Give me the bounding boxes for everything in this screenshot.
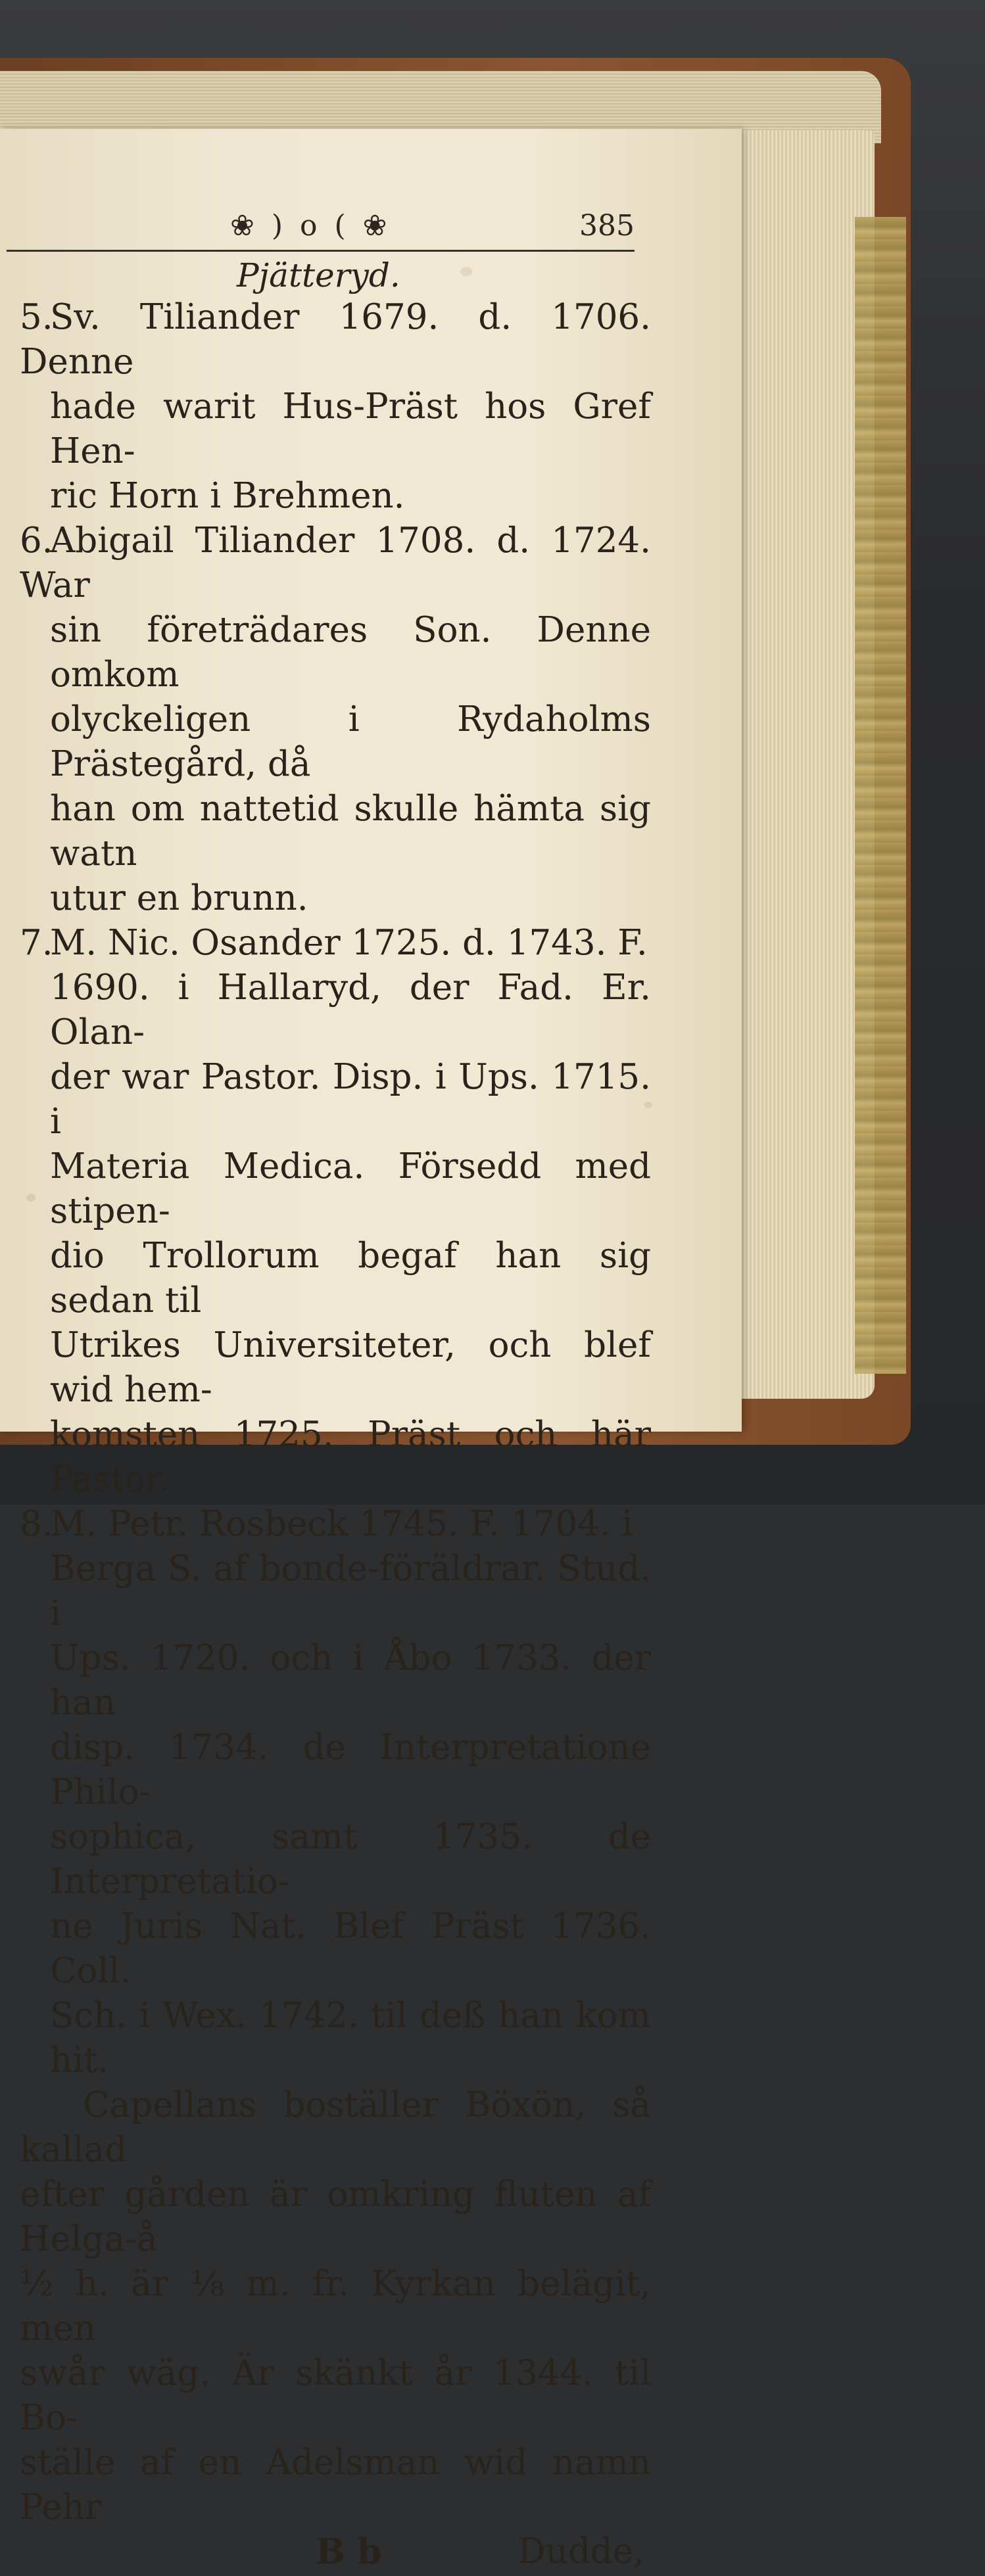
paragraph-line: ställe af en Adelsman wid namn Pehr (20, 2443, 651, 2527)
book-page (0, 129, 742, 2572)
page-text-block (20, 208, 651, 2576)
entry-number: 8. (20, 1504, 53, 1544)
entry-number: 6. (20, 521, 53, 561)
page-block-right-edge (735, 130, 875, 1399)
entry-line: Materia Medica. Försedd med stipen- (50, 1146, 651, 1231)
page-footer (20, 2531, 651, 2576)
entry-line: Sv. Tiliander 1679. d. 1706. Denne (20, 297, 651, 382)
entry-line: utur en brunn. (50, 878, 308, 918)
entry-line: komsten 1725. Präst och här Pastor. (50, 1415, 651, 1499)
entry-7 (20, 921, 651, 1502)
entry-line: Sch. i Wex. 1742. til deß han kom hit. (50, 1996, 651, 2080)
header-ornament: ❀ ) o ( ❀ (230, 209, 391, 243)
entry-line: olyckeligen i Rydaholms Prästegård, då (50, 699, 651, 784)
entry-line: Utrikes Universiteter, och blef wid hem- (50, 1325, 651, 1410)
entry-line: hade warit Hus-Präst hos Gref Hen- (50, 386, 651, 471)
entry-line: ric Horn i Brehmen. (50, 476, 405, 516)
catchword: Dudde, (517, 2531, 644, 2571)
running-head (7, 208, 635, 252)
capellans-paragraph (20, 2083, 651, 2530)
entry-6 (20, 519, 651, 921)
paragraph-line: Capellans boställer Böxön, så kallad (20, 2085, 651, 2170)
paragraph-line: efter gården är omkring fluten af Helga-å (20, 2174, 651, 2259)
page-number: 385 (579, 209, 635, 243)
section-title: Pjätteryd. (237, 256, 400, 294)
entry-8 (20, 1502, 651, 2083)
entry-line: Ups. 1720. och i Åbo 1733. der han (50, 1638, 651, 1723)
entry-line: disp. 1734. de Interpretatione Philo- (50, 1727, 651, 1812)
entry-line: ne Juris Nat. Blef Präst 1736. Coll. (50, 1906, 651, 1991)
signature-mark: B b (316, 2531, 382, 2572)
paragraph-line: ½ h. är ⅛ m. fr. Kyrkan belägit, men (20, 2264, 651, 2349)
entry-line: Abigail Tiliander 1708. d. 1724. War (20, 521, 651, 605)
entry-line: sin företrädares Son. Denne omkom (50, 610, 651, 695)
entry-line: sophica, samt 1735. de Interpretatio- (50, 1817, 651, 1902)
entry-line: M. Nic. Osander 1725. d. 1743. F. (50, 923, 648, 963)
entry-line: dio Trollorum begaf han sig sedan til (50, 1236, 651, 1321)
entry-number: 5. (20, 297, 53, 337)
entry-5 (20, 295, 651, 519)
entry-line: M. Petr. Rosbeck 1745. F. 1704. i (50, 1504, 633, 1544)
entry-line: Berga S. af bonde-föräldrar. Stud. i (50, 1549, 651, 1633)
entry-line: 1690. i Hallaryd, der Fad. Er. Olan- (50, 968, 651, 1052)
entry-number: 7. (20, 923, 53, 963)
entry-line: der war Pastor. Disp. i Ups. 1715. i (50, 1057, 651, 1142)
entry-line: han om nattetid skulle hämta sig watn (50, 789, 651, 874)
paragraph-line: swår wäg. Är skänkt år 1344. til Bo- (20, 2353, 651, 2438)
page-fore-edge (855, 217, 906, 1374)
